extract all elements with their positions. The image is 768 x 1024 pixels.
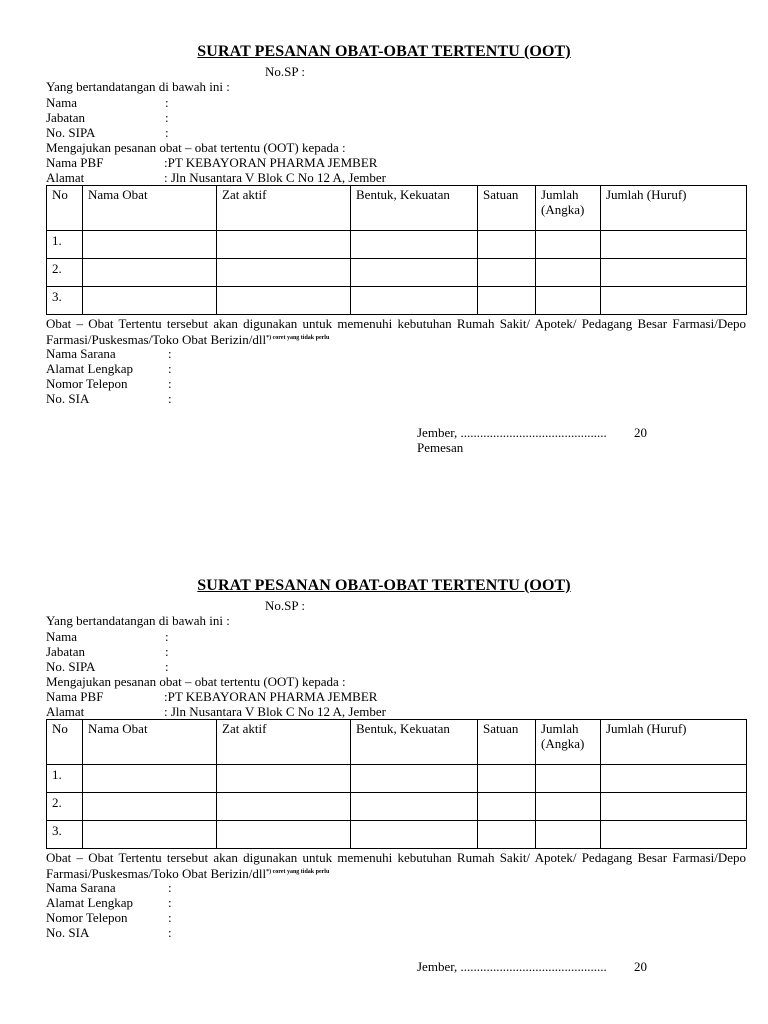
facility-name-colon: : <box>168 346 172 361</box>
year-prefix: 20 <box>634 425 647 440</box>
cell-qty-number[interactable] <box>536 287 601 315</box>
signer-name-colon: : <box>165 629 169 644</box>
facility-name-row[interactable] <box>46 880 346 895</box>
cell-active-substance[interactable] <box>217 231 351 259</box>
column-header-no: No <box>47 186 83 231</box>
signer-position-label: Jabatan <box>46 644 85 659</box>
column-header-qty-words: Jumlah (Huruf) <box>601 720 747 765</box>
supplier-address-value: : Jln Nusantara V Blok C No 12 A, Jember <box>164 170 386 185</box>
cell-form-strength[interactable] <box>351 287 478 315</box>
supplier-name-row <box>46 155 546 170</box>
cell-active-substance[interactable] <box>217 793 351 821</box>
intro-text: Yang bertandatangan di bawah ini : <box>46 79 230 94</box>
facility-address-colon: : <box>168 361 172 376</box>
supplier-address-label: Alamat <box>46 170 85 185</box>
signer-name-row[interactable] <box>46 95 346 110</box>
cell-drug-name[interactable] <box>83 765 217 793</box>
cell-form-strength[interactable] <box>351 821 478 849</box>
sp-number-label[interactable]: No.SP : <box>265 64 305 79</box>
signer-position-colon: : <box>165 644 169 659</box>
table-row <box>47 231 747 259</box>
cell-qty-words[interactable] <box>601 821 747 849</box>
facility-sia-row[interactable] <box>46 391 346 406</box>
table-row <box>47 259 747 287</box>
table-header-row <box>47 720 747 765</box>
cell-active-substance[interactable] <box>217 259 351 287</box>
place-date-text: Jember, ............................................. <box>417 959 607 974</box>
cell-qty-words[interactable] <box>601 259 747 287</box>
cell-qty-number[interactable] <box>536 765 601 793</box>
cell-drug-name[interactable] <box>83 793 217 821</box>
row-number: 1. <box>47 765 83 793</box>
facility-phone-colon: : <box>168 376 172 391</box>
cell-form-strength[interactable] <box>351 793 478 821</box>
column-header-unit: Satuan <box>478 720 536 765</box>
cell-unit[interactable] <box>478 821 536 849</box>
supplier-name-value: :PT KEBAYORAN PHARMA JEMBER <box>164 155 378 170</box>
row-number: 2. <box>47 259 83 287</box>
cell-form-strength[interactable] <box>351 231 478 259</box>
supplier-address-row <box>46 704 546 719</box>
supplier-name-label: Nama PBF <box>46 689 104 704</box>
cell-active-substance[interactable] <box>217 765 351 793</box>
supplier-address-value: : Jln Nusantara V Blok C No 12 A, Jember <box>164 704 386 719</box>
table-row <box>47 287 747 315</box>
signer-sipa-row[interactable] <box>46 659 346 674</box>
purpose-statement <box>46 850 746 881</box>
place-date-line[interactable] <box>417 425 647 441</box>
facility-address-label: Alamat Lengkap <box>46 361 133 376</box>
cell-qty-number[interactable] <box>536 793 601 821</box>
supplier-address-row <box>46 170 546 185</box>
signer-name-label: Nama <box>46 95 78 110</box>
signer-position-colon: : <box>165 110 169 125</box>
cell-active-substance[interactable] <box>217 821 351 849</box>
cell-active-substance[interactable] <box>217 287 351 315</box>
place-date-text: Jember, ............................................. <box>417 425 607 440</box>
order-items-table <box>46 719 747 849</box>
purpose-text: Obat – Obat Tertentu tersebut akan digunakan untuk memenuhi kebutuhan Rumah Sakit/ Apotek/ Pedagang Besar Farmasi/Depo Farmasi/Puskesmas/Toko Obat Berizin/dll <box>46 850 746 881</box>
cell-qty-words[interactable] <box>601 231 747 259</box>
request-text: Mengajukan pesanan obat – obat tertentu (OOT) kepada : <box>46 674 346 689</box>
signer-name-label: Nama <box>46 629 78 644</box>
year-prefix: 20 <box>634 959 647 974</box>
table-row <box>47 821 747 849</box>
signer-name-colon: : <box>165 95 169 110</box>
column-header-unit: Satuan <box>478 186 536 231</box>
column-header-form-strength: Bentuk, Kekuatan <box>351 186 478 231</box>
facility-phone-row[interactable] <box>46 910 346 925</box>
supplier-address-label: Alamat <box>46 704 85 719</box>
column-header-qty-number: Jumlah (Angka) <box>536 720 601 765</box>
row-number: 1. <box>47 231 83 259</box>
column-header-no: No <box>47 720 83 765</box>
orderer-label: Pemesan <box>417 440 464 455</box>
facility-phone-row[interactable] <box>46 376 346 391</box>
facility-phone-label: Nomor Telepon <box>46 910 128 925</box>
supplier-name-value: :PT KEBAYORAN PHARMA JEMBER <box>164 689 378 704</box>
table-row <box>47 765 747 793</box>
facility-name-label: Nama Sarana <box>46 346 116 361</box>
column-header-qty-words: Jumlah (Huruf) <box>601 186 747 231</box>
row-number: 3. <box>47 287 83 315</box>
signer-sipa-label: No. SIPA <box>46 125 96 140</box>
facility-name-row[interactable] <box>46 346 346 361</box>
purpose-statement <box>46 316 746 347</box>
cell-unit[interactable] <box>478 259 536 287</box>
signer-sipa-colon: : <box>165 659 169 674</box>
cell-qty-number[interactable] <box>536 231 601 259</box>
sp-number-label[interactable]: No.SP : <box>265 598 305 613</box>
column-header-qty-number: Jumlah (Angka) <box>536 186 601 231</box>
facility-sia-row[interactable] <box>46 925 346 940</box>
facility-address-colon: : <box>168 895 172 910</box>
facility-phone-label: Nomor Telepon <box>46 376 128 391</box>
cell-unit[interactable] <box>478 793 536 821</box>
cell-form-strength[interactable] <box>351 259 478 287</box>
cell-qty-words[interactable] <box>601 765 747 793</box>
cell-qty-number[interactable] <box>536 821 601 849</box>
request-text: Mengajukan pesanan obat – obat tertentu (OOT) kepada : <box>46 140 346 155</box>
cell-drug-name[interactable] <box>83 259 217 287</box>
column-header-form-strength: Bentuk, Kekuatan <box>351 720 478 765</box>
row-number: 3. <box>47 821 83 849</box>
row-number: 2. <box>47 793 83 821</box>
facility-sia-label: No. SIA <box>46 925 90 940</box>
facility-phone-colon: : <box>168 910 172 925</box>
signer-name-row[interactable] <box>46 629 346 644</box>
purpose-text: Obat – Obat Tertentu tersebut akan digunakan untuk memenuhi kebutuhan Rumah Sakit/ Apotek/ Pedagang Besar Farmasi/Depo Farmasi/Puskesmas/Toko Obat Berizin/dll <box>46 316 746 347</box>
place-date-line[interactable] <box>417 959 647 975</box>
facility-address-label: Alamat Lengkap <box>46 895 133 910</box>
form-title: SURAT PESANAN OBAT-OBAT TERTENTU (OOT) <box>197 43 571 60</box>
facility-name-label: Nama Sarana <box>46 880 116 895</box>
facility-sia-colon: : <box>168 391 172 406</box>
signer-sipa-colon: : <box>165 125 169 140</box>
signer-position-row[interactable] <box>46 644 346 659</box>
cell-form-strength[interactable] <box>351 765 478 793</box>
facility-sia-colon: : <box>168 925 172 940</box>
cell-qty-words[interactable] <box>601 287 747 315</box>
column-header-active-substance: Zat aktif <box>217 186 351 231</box>
signer-sipa-row[interactable] <box>46 125 346 140</box>
facility-address-row[interactable] <box>46 895 346 910</box>
cell-unit[interactable] <box>478 231 536 259</box>
table-header-row <box>47 186 747 231</box>
purpose-footnote: *) coret yang tidak perlu <box>266 869 330 875</box>
order-items-table <box>46 185 747 315</box>
facility-name-colon: : <box>168 880 172 895</box>
signer-position-row[interactable] <box>46 110 346 125</box>
signer-position-label: Jabatan <box>46 110 85 125</box>
intro-text: Yang bertandatangan di bawah ini : <box>46 613 230 628</box>
cell-drug-name[interactable] <box>83 821 217 849</box>
signer-sipa-label: No. SIPA <box>46 659 96 674</box>
column-header-drug-name: Nama Obat <box>83 720 217 765</box>
column-header-active-substance: Zat aktif <box>217 720 351 765</box>
cell-qty-number[interactable] <box>536 259 601 287</box>
form-title: SURAT PESANAN OBAT-OBAT TERTENTU (OOT) <box>197 577 571 594</box>
table-row <box>47 793 747 821</box>
cell-unit[interactable] <box>478 287 536 315</box>
cell-unit[interactable] <box>478 765 536 793</box>
purpose-footnote: *) coret yang tidak perlu <box>266 335 330 341</box>
cell-qty-words[interactable] <box>601 793 747 821</box>
supplier-name-row <box>46 689 546 704</box>
cell-drug-name[interactable] <box>83 287 217 315</box>
facility-sia-label: No. SIA <box>46 391 90 406</box>
column-header-drug-name: Nama Obat <box>83 186 217 231</box>
facility-address-row[interactable] <box>46 361 346 376</box>
cell-drug-name[interactable] <box>83 231 217 259</box>
supplier-name-label: Nama PBF <box>46 155 104 170</box>
